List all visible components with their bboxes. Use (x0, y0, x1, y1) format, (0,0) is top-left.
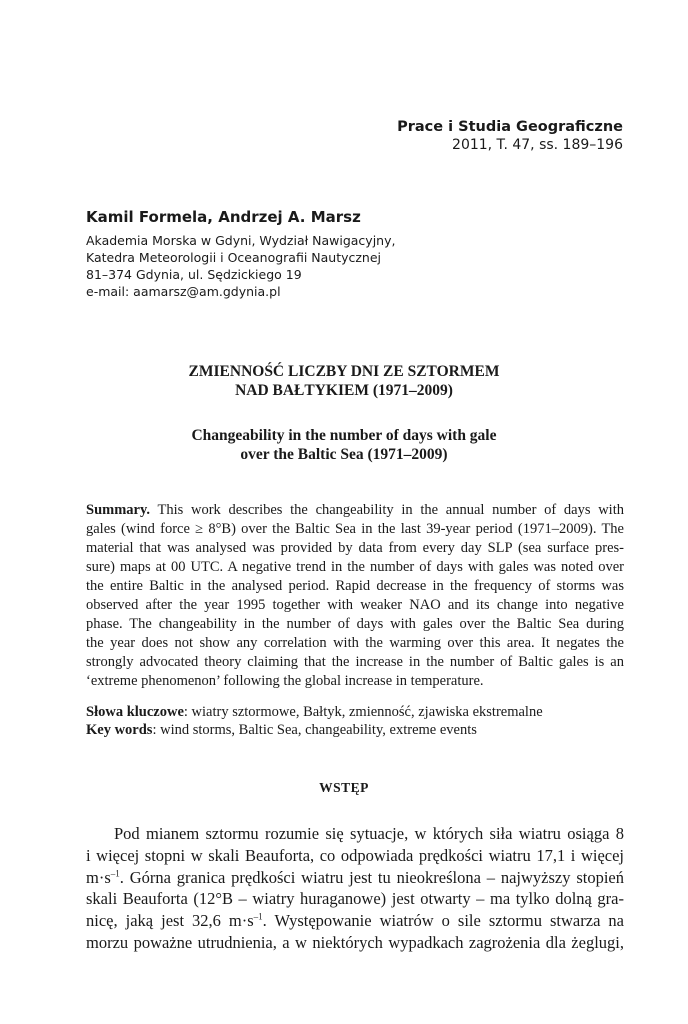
title-polish-line: NAD BAŁTYKIEM (1971–2009) (235, 382, 453, 399)
affiliation (86, 232, 395, 300)
title-polish-line: ZMIENNOŚĆ LICZBY DNI ZE SZTORMEM (188, 363, 500, 380)
summary (86, 501, 624, 691)
keywords-polish (86, 703, 543, 721)
keywords-english (86, 721, 543, 739)
email-line: e-mail: aamarsz@am.gdynia.pl (86, 284, 281, 299)
body-paragraph (86, 823, 624, 954)
summary-line: observed after the year 1995 together with weaker NAO and its change into negative (86, 597, 624, 613)
authors: Kamil Formela, Andrzej A. Marsz (86, 208, 361, 226)
superscript: –1 (253, 911, 263, 922)
body-line: i więcej stopni w skali Beauforta, co odpowiada prędkości wiatru 17,1 i więcej (86, 845, 624, 865)
summary-line: strongly advocated theory claiming that the increase in the number of Baltic gales is an (86, 654, 624, 670)
title-english-line: over the Baltic Sea (1971–2009) (240, 446, 448, 463)
summary-line: sure) maps at 00 UTC. A negative trend in the number of days with gales was noted over (86, 559, 624, 575)
keywords (86, 703, 543, 739)
summary-line: gales (wind force ≥ 8°B) over the Baltic Sea in the last 39-year period (1971–2009). The (86, 521, 624, 537)
summary-line: Summary. This work describes the changeability in the annual number of days with (86, 502, 624, 518)
superscript: –1 (110, 868, 120, 879)
body-line: Pod mianem sztormu rozumie się sytuacje, w których siła wiatru osiąga 8 (114, 824, 624, 843)
summary-line: phase. The changeability in the number of days with gales over the Baltic Sea during (86, 616, 624, 632)
journal-reference: 2011, T. 47, ss. 189–196 (452, 137, 623, 153)
body-line: nicę, jaką jest 32,6 $m\cdot s^{-1}$. Występowanie wiatrów o sile sztormu stwarza na (86, 911, 624, 931)
keywords-english-value: : wind storms, Baltic Sea, changeability, extreme events (152, 722, 477, 738)
keywords-english-label: Key words (86, 722, 153, 738)
keywords-polish-label: Słowa kluczowe (86, 704, 184, 720)
affiliation-line: Akademia Morska w Gdyni, Wydział Nawigacyjny, (86, 233, 396, 248)
section-heading: WSTĘP (319, 780, 369, 795)
keywords-polish-value: : wiatry sztormowe, Bałtyk, zmienność, zjawiska ekstremalne (183, 704, 543, 720)
summary-line: the year does not show any correlation with the warming over this area. It negates the (86, 635, 624, 651)
summary-label: Summary. (86, 502, 151, 518)
journal-header (397, 118, 623, 154)
body-line: skali Beauforta (12°B – wiatry huraganowe) jest otwarty – ma tylko dolną gra- (86, 889, 624, 909)
body-line: $m\cdot s^{-1}$. Górna granica prędkości wiatru jest tu nieokreślona – najwyższy stopień (86, 867, 624, 887)
affiliation-line: Katedra Meteorologii i Oceanografii Nautycznej (86, 250, 382, 265)
title-english-line: Changeability in the number of days with gale (191, 427, 497, 444)
summary-line: the entire Baltic in the analysed period. Rapid decrease in the frequency of storms was (86, 578, 624, 594)
title-polish (0, 362, 688, 400)
affiliation-line: 81–374 Gdynia, ul. Sędzickiego 19 (86, 267, 302, 282)
summary-line: ‘extreme phenomenon’ following the global increase in temperature. (86, 673, 484, 689)
summary-line: material that was analysed was provided by data from every day SLP (sea surface pres- (86, 540, 624, 556)
title-english (0, 426, 688, 464)
body-line: morzu poważne utrudnienia, a w niektórych wypadkach zagrożenia dla żeglugi, (86, 932, 624, 952)
journal-name: Prace i Studia Geograficzne (397, 119, 623, 135)
